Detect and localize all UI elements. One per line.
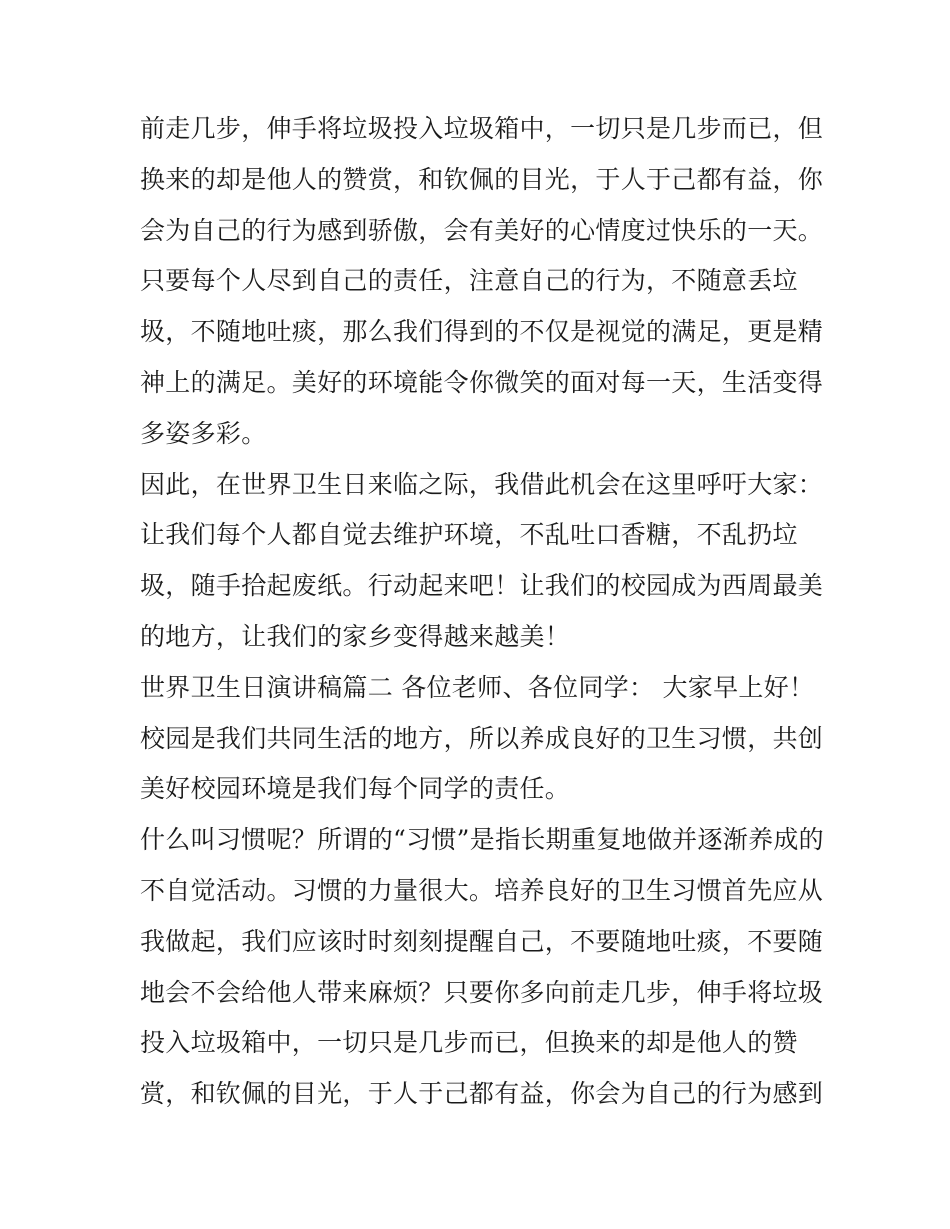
text-line: 让我们每个人都自觉去维护环境，不乱吐口香糖，不乱扔垃: [140, 520, 798, 550]
section-heading-line: 世界卫生日演讲稿篇二 各位老师、各位同学： 大家早上好！: [140, 672, 815, 702]
text-line: 神上的满足。美好的环境能令你微笑的面对每一天，生活变得: [140, 367, 824, 397]
text-line: 不自觉活动。习惯的力量很大。培养良好的卫生习惯首先应从: [140, 875, 824, 905]
text-line: 换来的却是他人的赞赏，和钦佩的目光，于人于己都有益，你: [140, 164, 824, 194]
text-line: 赏，和钦佩的目光，于人于己都有益，你会为自己的行为感到: [140, 1079, 824, 1109]
text-line: 我做起，我们应该时时刻刻提醒自己，不要随地吐痰，不要随: [140, 926, 824, 956]
text-line: 前走几步，伸手将垃圾投入垃圾箱中，一切只是几步而已，但: [140, 114, 824, 143]
text-line: 只要每个人尽到自己的责任，注意自己的行为，不随意丢垃: [140, 266, 798, 296]
text-line: 会为自己的行为感到骄傲，会有美好的心情度过快乐的一天。: [140, 215, 824, 245]
text-line: 多姿多彩。: [140, 418, 267, 448]
text-line: 圾，不随地吐痰，那么我们得到的不仅是视觉的满足，更是精: [140, 317, 824, 347]
text-line: 因此，在世界卫生日来临之际，我借此机会在这里呼吁大家：: [140, 469, 824, 499]
text-line: 投入垃圾箱中，一切只是几步而已，但换来的却是他人的赞: [140, 1028, 798, 1058]
text-line: 地会不会给他人带来麻烦？只要你多向前走几步，伸手将垃圾: [140, 977, 824, 1007]
body-text: [140, 104, 830, 1120]
text-line: 什么叫习惯呢？所谓的“习惯”是指长期重复地做并逐渐养成的: [140, 825, 824, 855]
text-line: 校园是我们共同生活的地方，所以养成良好的卫生习惯，共创: [140, 723, 824, 753]
text-line: 圾，随手拾起废纸。行动起来吧！让我们的校园成为西周最美: [140, 571, 824, 601]
text-line: 的地方，让我们的家乡变得越来越美！: [140, 621, 571, 651]
text-line: 美好校园环境是我们每个同学的责任。: [140, 774, 571, 804]
